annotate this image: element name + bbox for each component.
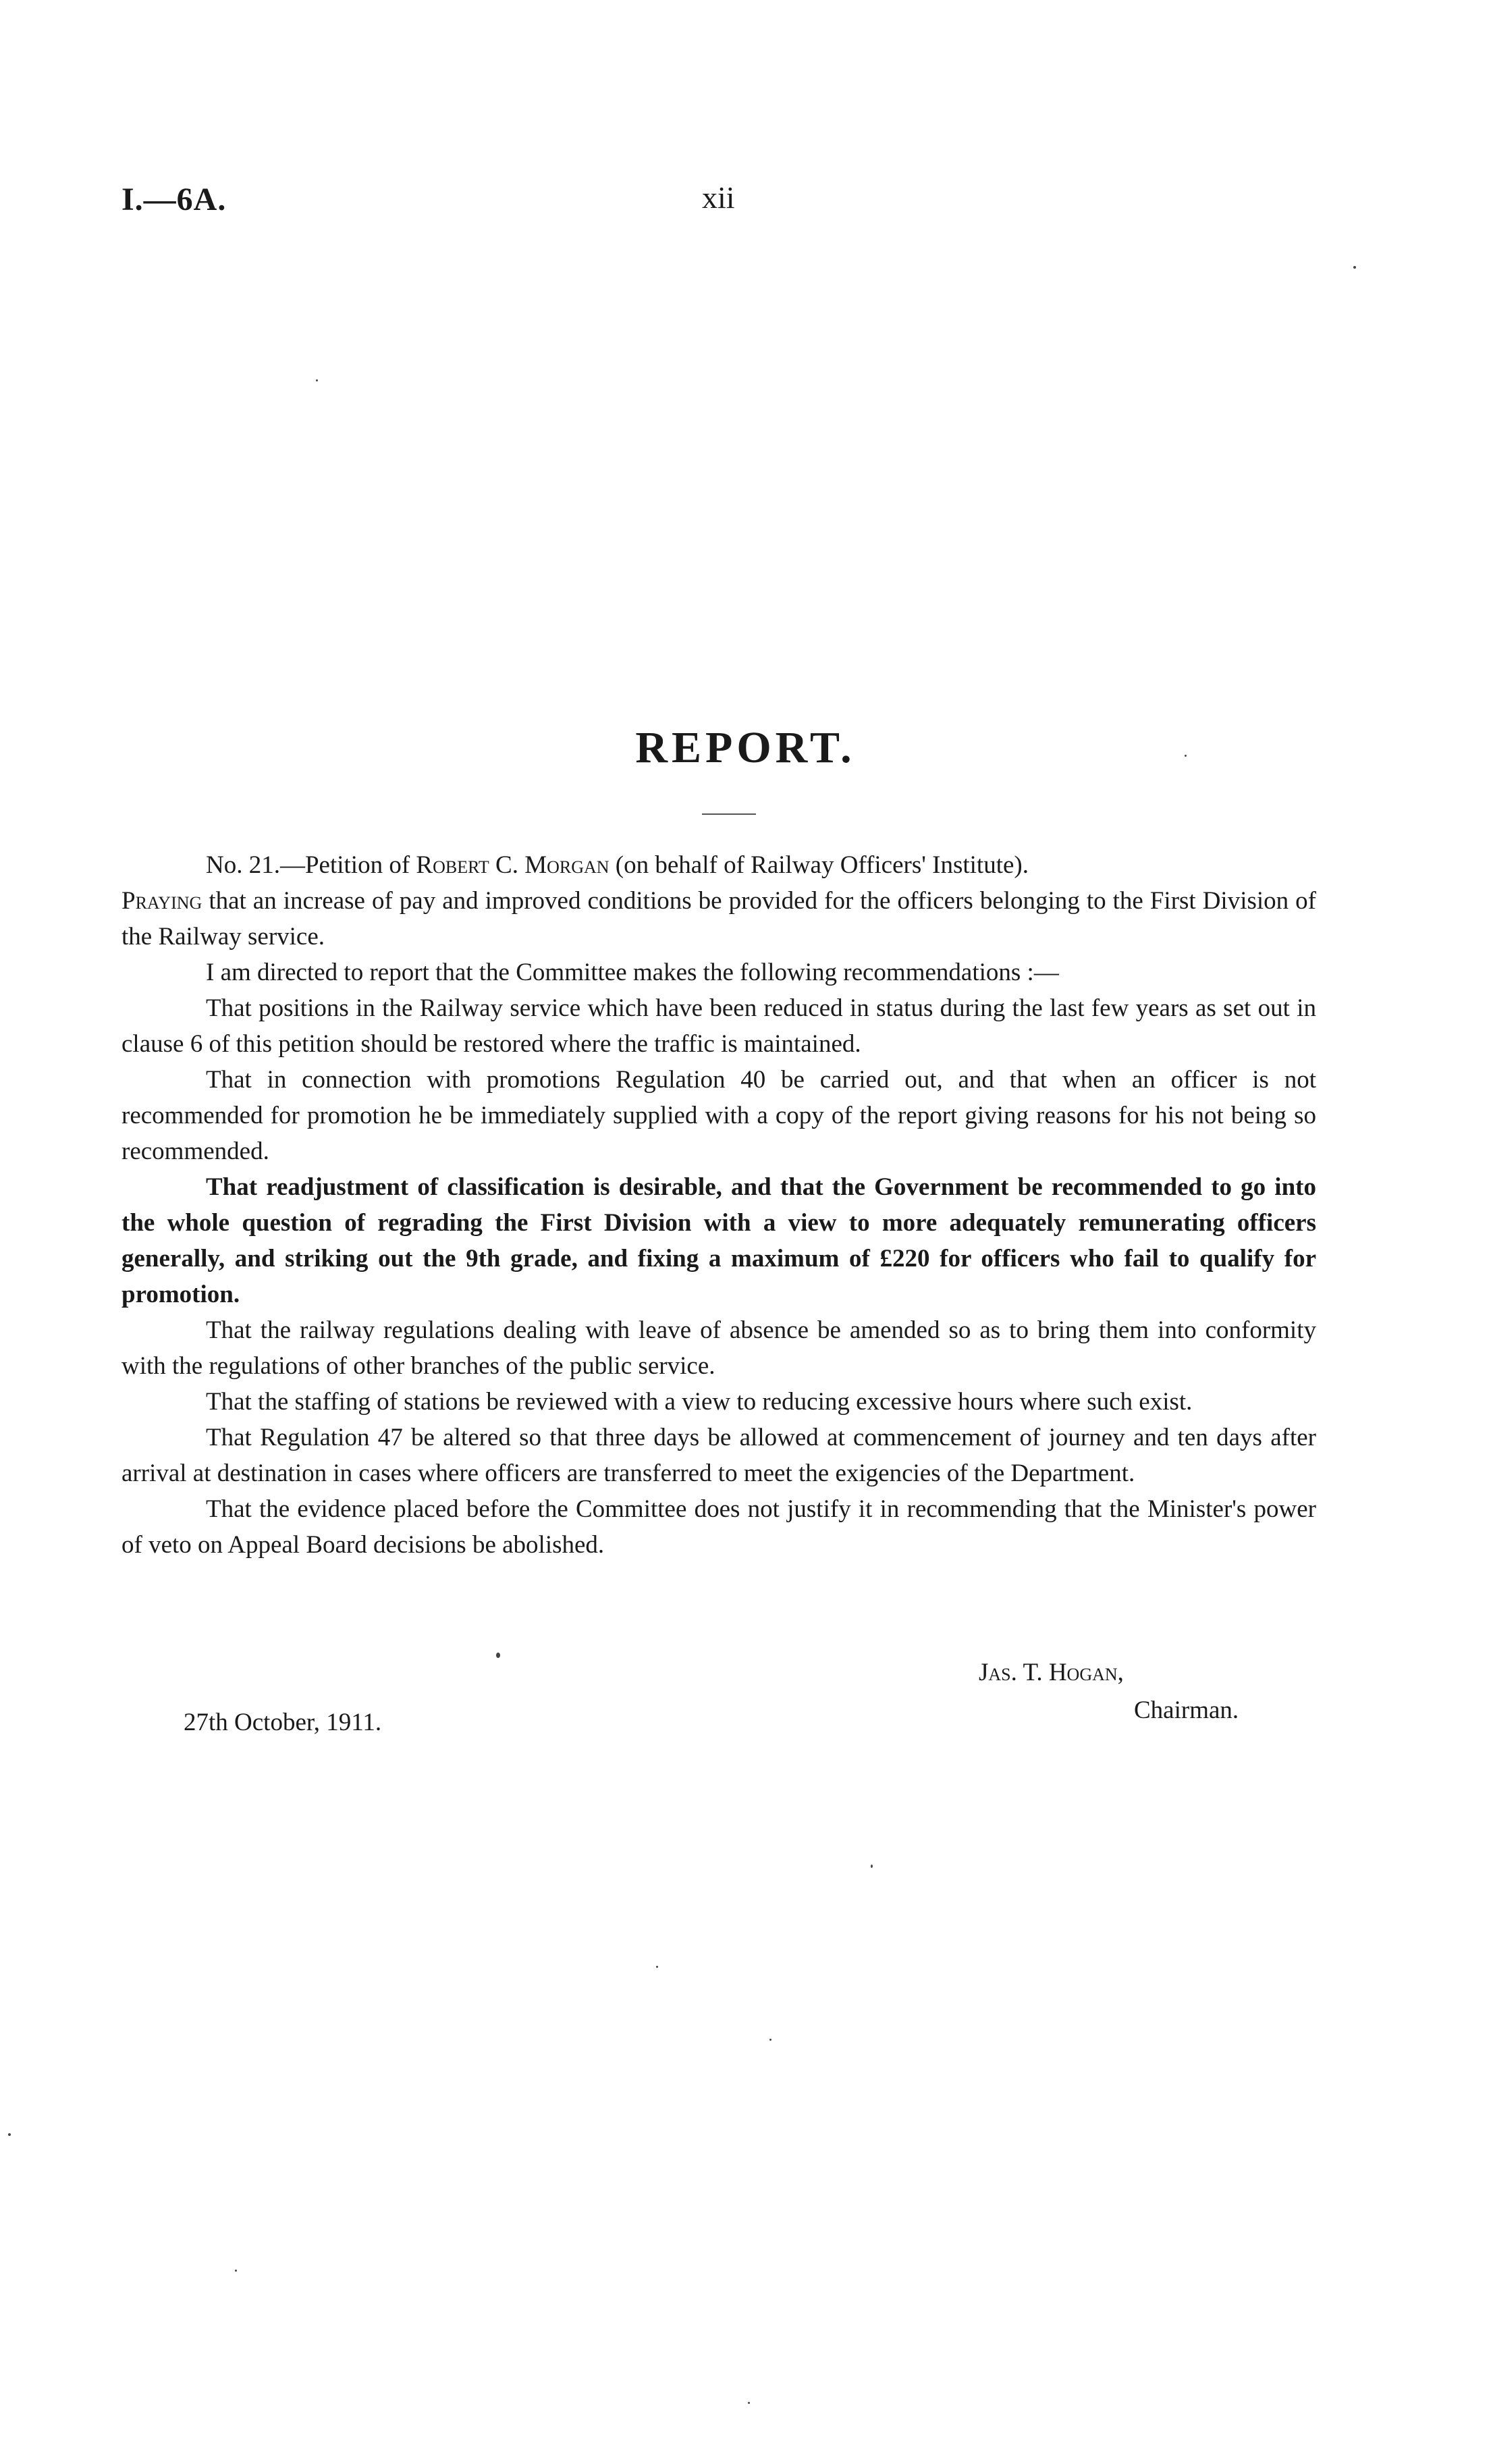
praying-paragraph <box>121 883 1316 955</box>
scan-speck <box>656 1966 658 1968</box>
recommendation-paragraph: That the staffing of stations be reviewed with a view to reducing excessive hours where such exist. <box>206 1388 1193 1416</box>
scan-speck <box>748 2402 750 2404</box>
petition-on-behalf: (on behalf of Railway Officers' Institute). <box>615 851 1029 879</box>
scan-speck <box>1185 755 1187 757</box>
scan-speck <box>871 1865 873 1868</box>
scan-speck <box>496 1653 500 1658</box>
title-divider <box>702 813 756 815</box>
recommendation-paragraph: That the railway regulations dealing with leave of absence be amended so as to bring them into conformity with the regulations of other branches of the public service. <box>121 1316 1316 1380</box>
page-number: xii <box>702 180 735 215</box>
report-body <box>121 847 1316 1563</box>
recommendation-paragraph: That positions in the Railway service which have been reduced in status during the last few years as set out in clause 6 of this petition should be restored where the traffic is maintained. <box>121 994 1316 1058</box>
praying-text: that an increase of pay and improved conditions be provided for the officers belonging to the First Division of the Railway service. <box>121 887 1316 950</box>
scan-speck <box>769 2039 771 2041</box>
report-date: 27th October, 1911. <box>184 1709 382 1736</box>
scan-speck <box>8 2133 11 2136</box>
recommendation-paragraph: That in connection with promotions Regulation 40 be carried out, and that when an officer is not recommended for promotion he be immediately supplied with a copy of the report giving reasons for his not being so recommended. <box>121 1066 1316 1165</box>
scan-speck <box>1353 266 1356 269</box>
petition-lead-in: No. 21.—Petition of <box>206 851 410 879</box>
document-reference: I.—6A. <box>121 182 227 217</box>
signatory-name: Jas. T. Hogan, <box>979 1659 1124 1686</box>
recommendation-paragraph: That Regulation 47 be altered so that three days be allowed at commencement of journey and ten days after arrival at destination in cases where officers are transferred to meet the exigencies of the Department. <box>121 1424 1316 1487</box>
recommendation-paragraph: That the evidence placed before the Committee does not justify it in recommending that the Minister's power of veto on Appeal Board decisions be abolished. <box>121 1495 1316 1559</box>
scan-speck <box>235 2270 237 2272</box>
recommendation-paragraph: That readjustment of classification is desirable, and that the Government be recommended to go into the whole question of regrading the First Division with a view to more adequately remunerating officers generally, and striking out the 9th grade, and fixing a maximum of £220 for officers who fail to qualify for promotion. <box>121 1173 1316 1308</box>
petition-line <box>121 847 1316 883</box>
scan-speck <box>316 379 318 381</box>
signatory-title: Chairman. <box>1134 1696 1239 1724</box>
recommendations-intro: I am directed to report that the Committee makes the following recommendations :— <box>206 959 1059 986</box>
petitioner-name: Robert C. Morgan <box>416 851 609 879</box>
praying-label: Praying <box>121 887 202 915</box>
report-title: REPORT. <box>635 723 856 772</box>
